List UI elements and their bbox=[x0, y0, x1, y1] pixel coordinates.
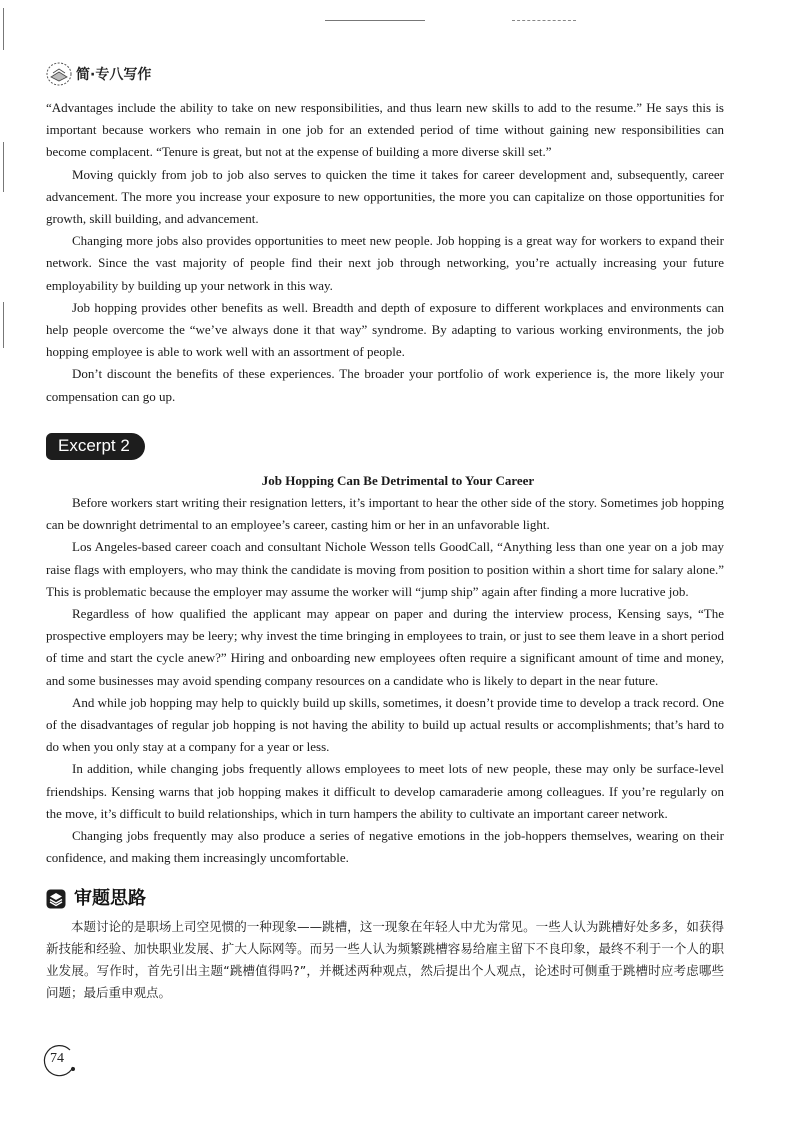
paragraph: “Advantages include the ability to take on new responsibilities, and thus learn new skills to add to the resume.” He says this is important because workers who remain in one job for an extended period of time without gaining new responsibilities can become complacent. “Tenure is great, but not at the expense of building a more diverse skill set.” bbox=[46, 100, 724, 160]
series-title: 简·专八写作 bbox=[76, 67, 152, 83]
analysis-title: 审题思路 bbox=[74, 887, 146, 909]
analysis-text: 本题讨论的是职场上司空见惯的一种现象——跳槽，这一现象在年轻人中尤为常见。一些人认为跳槽好处多多，如获得新技能和经验、加快职业发展、扩大人际网等。而另一些人认为频繁跳槽容易给雇主留下不良印象，最终不利于一个人的职业发展。写作时，首先引出主题“跳槽值得吗?”，并概述两种观点，然后提出个人观点，论述时可侧重于跳槽时应考虑哪些问题；最后重申观点。 bbox=[46, 918, 724, 1000]
paragraph: Changing more jobs also provides opportunities to meet new people. Job hopping is a great way for workers to expand their network. Since the vast majority of people find their next job through networking, you’re actually increasing your future employability by building up your network in this way. bbox=[46, 233, 724, 293]
paragraph: Changing jobs frequently may also produce a series of negative emotions in the job-hoppers themselves, wearing on their confidence, and making them increasingly uncomfortable. bbox=[46, 828, 724, 866]
layers-icon bbox=[46, 889, 66, 909]
paragraph: Don’t discount the benefits of these experiences. The broader your portfolio of work experience is, the more likely your compensation can go up. bbox=[46, 366, 724, 404]
paragraph: Regardless of how qualified the applicant may appear on paper and during the interview process, Kensing says, “The prospective employers may be leery; why invest the time bringing in employees to train, or just to see them leave in a short period of time and start the cycle anew?” Hiring and onboarding new employees often require a significant amount of time and money, and some businesses may avoid spending company resources on a candidate who is likely to depart in the near future. bbox=[46, 606, 724, 688]
left-margin-line bbox=[3, 302, 4, 348]
paragraph: And while job hopping may help to quickly build up skills, sometimes, it doesn’t provide time to develop a track record. One of the disadvantages of regular job hopping is not having the ability to build up actual results or accomplishments; that’s hard to do when you only stay at a company for a year or less. bbox=[46, 694, 724, 755]
left-margin-line bbox=[3, 8, 4, 50]
paragraph: Moving quickly from job to job also serves to quicken the time it takes for career development and, subsequently, career advancement. The more you increase your exposure to new opportunities, the more you can capitalize on those opportunities for growth, skill building, and advancement. bbox=[46, 166, 724, 227]
excerpt-title: Job Hopping Can Be Detrimental to Your Career bbox=[261, 472, 535, 488]
analysis-heading bbox=[46, 888, 724, 910]
running-header bbox=[46, 61, 151, 87]
left-margin-line bbox=[3, 142, 4, 192]
article-body bbox=[46, 97, 724, 1004]
paragraph: In addition, while changing jobs frequently allows employees to meet lots of new people, these may only be surface-level friendships. Kensing warns that job hopping makes it difficult to develop camaraderie among colleagues. If you’re regularly on the move, it’s difficult to build relationships, which in turn hampers the ability to cultivate an important career network. bbox=[46, 761, 724, 821]
paragraph: Los Angeles-based career coach and consultant Nichole Wesson tells GoodCall, “Anything less than one year on a job may raise flags with employers, who may think the candidate is moving from position to position within a short time for salary alone.” This is problematic because the employer may assume the worker will “jump ship” again after finding a more lucrative job. bbox=[46, 539, 724, 599]
page-number: 74 bbox=[40, 1042, 74, 1076]
excerpt-label: Excerpt 2 bbox=[46, 433, 145, 460]
paragraph: Before workers start writing their resignation letters, it’s important to hear the other side of the story. Sometimes job hopping can be downright detrimental to an employee’s career, casting him or her in an unfavorable light. bbox=[46, 495, 724, 533]
top-rule bbox=[325, 20, 425, 21]
top-dash bbox=[512, 20, 576, 21]
paragraph: Job hopping provides other benefits as well. Breadth and depth of exposure to different workplaces and environments can help people overcome the “we’ve always done it that way” syndrome. By adapting to various working environments, the job hopping employee is able to work well with an assortment of people. bbox=[46, 299, 724, 360]
book-logo-icon bbox=[46, 61, 72, 87]
